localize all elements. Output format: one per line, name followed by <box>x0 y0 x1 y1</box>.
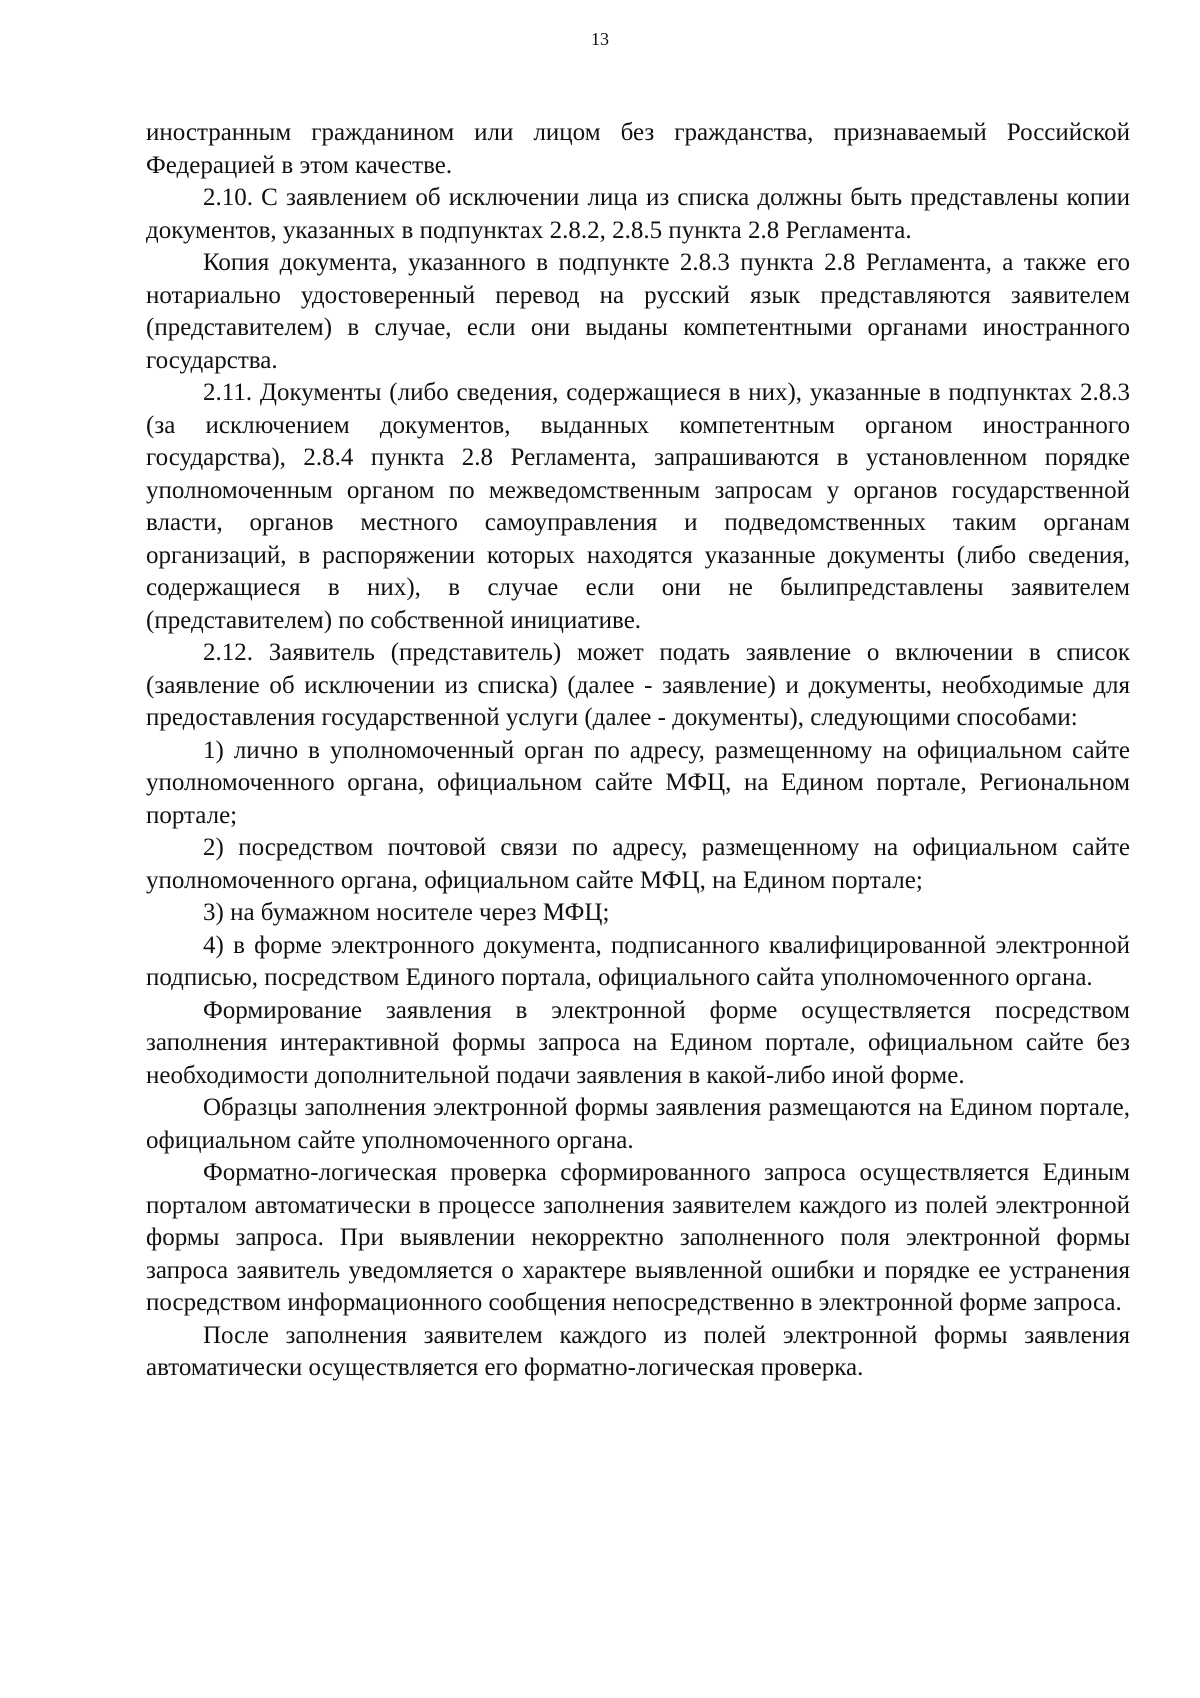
list-item-2: 2) посредством почтовой связи по адресу, размещенному на официальном сайте уполномоченного органа, официальном сайте МФЦ, на Едином портале; <box>146 834 1130 894</box>
paragraph-2-10: 2.10. С заявлением об исключении лица из списка должны быть представлены копии документов, указанных в подпунктах 2.8.2, 2.8.5 пункта 2.8 Регламента. <box>146 184 1130 244</box>
paragraph-samples: Образцы заполнения электронной формы заявления размещаются на Едином портале, официальном сайте уполномоченного органа. <box>146 1094 1130 1154</box>
paragraph-2-12: 2.12. Заявитель (представитель) может подать заявление о включении в список (заявление об исключении из списка) (далее - заявление) и документы, необходимые для предоставления государственной услуги (далее - документы), следующими способами: <box>146 639 1130 731</box>
paragraph-continuation: иностранным гражданином или лицом без гражданства, признаваемый Российской Федерацией в этом качестве. <box>146 119 1130 179</box>
paragraph-2-11: 2.11. Документы (либо сведения, содержащиеся в них), указанные в подпунктах 2.8.3 (за исключением документов, выданных компетентным органом иностранного государства), 2.8.4 пункта 2.8 Регламента, запрашиваются в установленном порядке уполномоченным органом по межведомственным запросам у органов государственной власти, органов местного самоуправления и подведомственных таким органам организаций, в распоряжении которых находятся указанные документы (либо сведения, содержащиеся в них), в случае если они не былипредставлены заявителем (представителем) по собственной инициативе. <box>146 379 1130 634</box>
paragraph-format-check: Форматно-логическая проверка сформированного запроса осуществляется Единым порталом автоматически в процессе заполнения заявителем каждого из полей электронной формы запроса. При выявлении некорректно заполненного поля электронной формы запроса заявитель уведомляется о характере выявленной ошибки и порядке ее устранения посредством информационного сообщения непосредственно в электронной форме запроса. <box>146 1159 1130 1316</box>
paragraph-electronic-form: Формирование заявления в электронной форме осуществляется посредством заполнения интерактивной формы запроса на Едином портале, официальном сайте без необходимости дополнительной подачи заявления в какой-либо иной форме. <box>146 996 1130 1089</box>
paragraph-copy-document: Копия документа, указанного в подпункте 2.8.3 пункта 2.8 Регламента, а также его нотариально удостоверенный перевод на русский язык представляются заявителем (представителем) в случае, если они выданы компетентными органами иностранного государства. <box>146 249 1130 374</box>
list-item-4: 4) в форме электронного документа, подписанного квалифицированной электронной подписью, посредством Единого портала, официального сайта уполномоченного органа. <box>146 931 1130 991</box>
list-item-1: 1) лично в уполномоченный орган по адресу, размещенному на официальном сайте уполномоченного органа, официальном сайте МФЦ, на Едином портале, Региональном портале; <box>146 736 1130 829</box>
paragraph-after-filling: После заполнения заявителем каждого из полей электронной формы заявления автоматически осуществляется его форматно-логическая проверка. <box>146 1321 1130 1381</box>
list-item-3: 3) на бумажном носителе через МФЦ; <box>203 899 610 926</box>
document-body <box>146 117 1130 1385</box>
page-number: 13 <box>591 29 609 49</box>
